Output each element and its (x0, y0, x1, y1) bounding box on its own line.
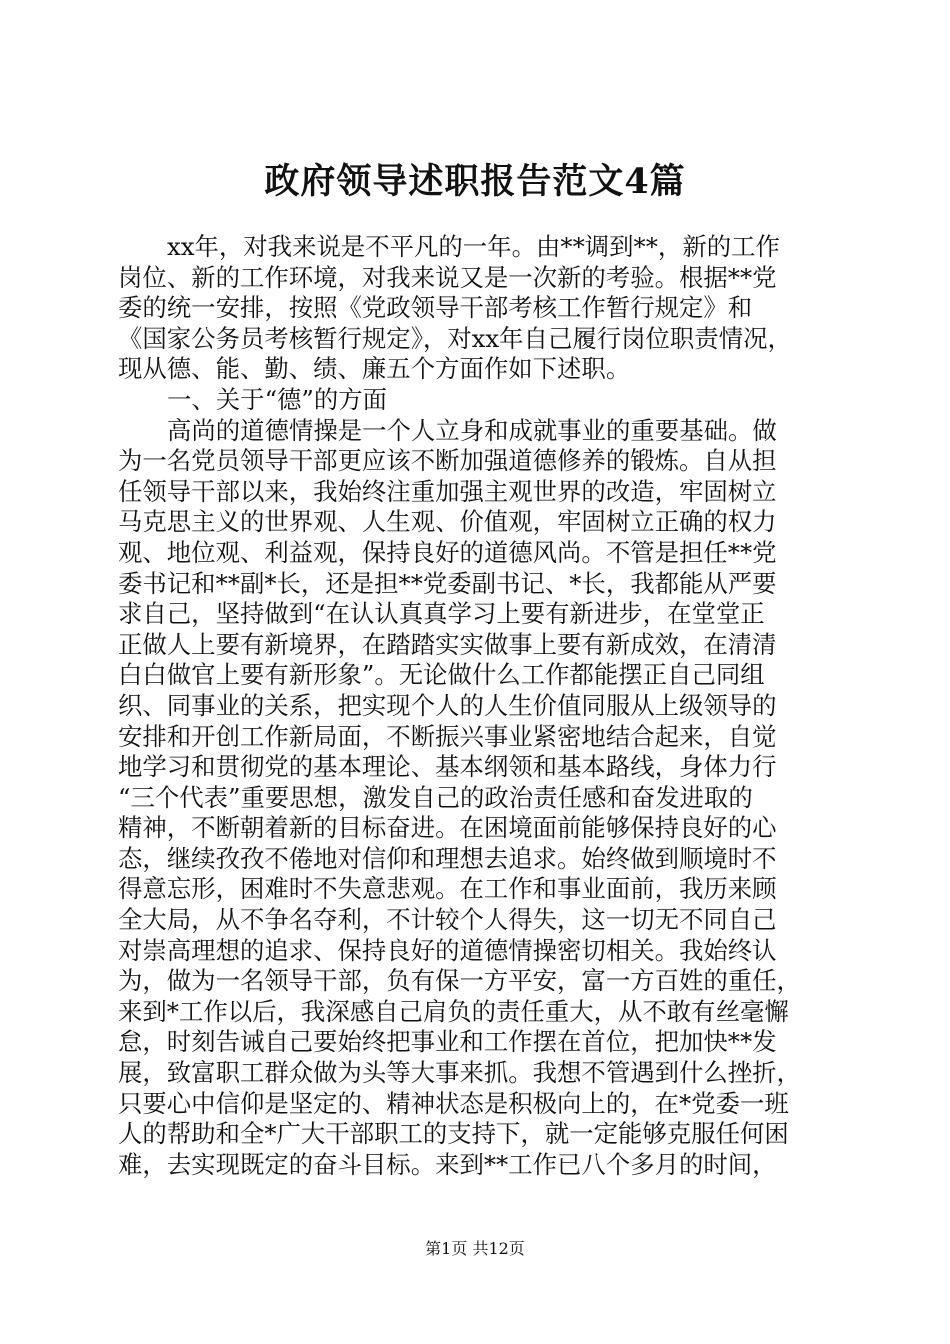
text-line: 精神，不断朝着新的目标奋进。在困境面前能够保持良好的心 (118, 813, 777, 843)
text-line: 得意忘形，困难时不失意悲观。在工作和事业面前，我历来顾 (118, 874, 777, 904)
text-line: 求自己，坚持做到“在认认真真学习上要有新进步，在堂堂正 (118, 599, 765, 629)
text-line: 态，继续孜孜不倦地对信仰和理想去追求。始终做到顺境时不 (118, 843, 777, 873)
text-line: 岗位、新的工作环境，对我来说又是一次新的考验。根据**党 (118, 262, 777, 292)
text-line: xx年，对我来说是不平凡的一年。由**调到**，新的工作 (167, 232, 780, 261)
text-line: 为，做为一名领导干部，负有保一方平安，富一方百姓的重任， (118, 966, 801, 996)
text-line: 《国家公务员考核暂行规定》，对xx年自己履行岗位职责情况， (118, 323, 792, 353)
text-line: 白白做官上要有新形象”。无论做什么工作都能摆正自己同组 (118, 660, 765, 690)
text-line: 任领导干部以来，我始终注重加强主观世界的改造，牢固树立 (118, 476, 777, 506)
document-title: 政府领导述职报告范文4篇 (264, 161, 686, 202)
document-body (118, 232, 834, 1180)
text-line: 展，致富职工群众做为头等大事来抓。我想不管遇到什么挫折， (118, 1058, 801, 1088)
text-line: 高尚的道德情操是一个人立身和成就事业的重要基础。做 (167, 415, 777, 445)
text-line: 正做人上要有新境界，在踏踏实实做事上要有新成效，在清清 (118, 629, 777, 659)
text-line: 观、地位观、利益观，保持良好的道德风尚。不管是担任**党 (118, 537, 777, 567)
text-line: 马克思主义的世界观、人生观、价值观，牢固树立正确的权力 (118, 507, 777, 537)
text-line: 为一名党员领导干部更应该不断加强道德修养的锻炼。自从担 (118, 446, 777, 476)
text-line: 委的统一安排，按照《党政领导干部考核工作暂行规定》和 (118, 293, 753, 323)
text-line: 委书记和**副*长，还是担**党委副书记、*长，我都能从严要 (118, 568, 777, 598)
text-line: 安排和开创工作新局面，不断振兴事业紧密地结合起来，自觉 (118, 721, 777, 751)
text-line: 一、关于“德”的方面 (167, 384, 388, 414)
text-line: 人的帮助和全*广大干部职工的支持下，就一定能够克服任何困 (118, 1119, 789, 1149)
text-line: 只要心中信仰是坚定的、精神状态是积极向上的，在*党委一班 (118, 1088, 789, 1118)
text-line: 现从德、能、勤、绩、廉五个方面作如下述职。 (118, 354, 631, 384)
text-line: 对崇高理想的追求、保持良好的道德情操密切相关。我始终认 (118, 935, 777, 965)
text-line: 全大局，从不争名夺利，不计较个人得失，这一切无不同自己 (118, 905, 777, 935)
text-line: 来到*工作以后，我深感自己肩负的责任重大，从不敢有丝毫懈 (118, 996, 789, 1026)
text-line: “三个代表”重要思想，激发自己的政治责任感和奋发进取的 (118, 782, 753, 812)
text-line: 难，去实现既定的奋斗目标。来到**工作已八个多月的时间， (118, 1149, 777, 1179)
text-line: 地学习和贯彻党的基本理论、基本纲领和基本路线，身体力行 (118, 752, 777, 782)
text-line: 织、同事业的关系，把实现个人的人生价值同服从上级领导的 (118, 690, 777, 720)
page-footer: 第1页 共12页 (425, 1239, 525, 1258)
text-line: 怠，时刻告诫自己要始终把事业和工作摆在首位，把加快**发 (118, 1027, 777, 1057)
